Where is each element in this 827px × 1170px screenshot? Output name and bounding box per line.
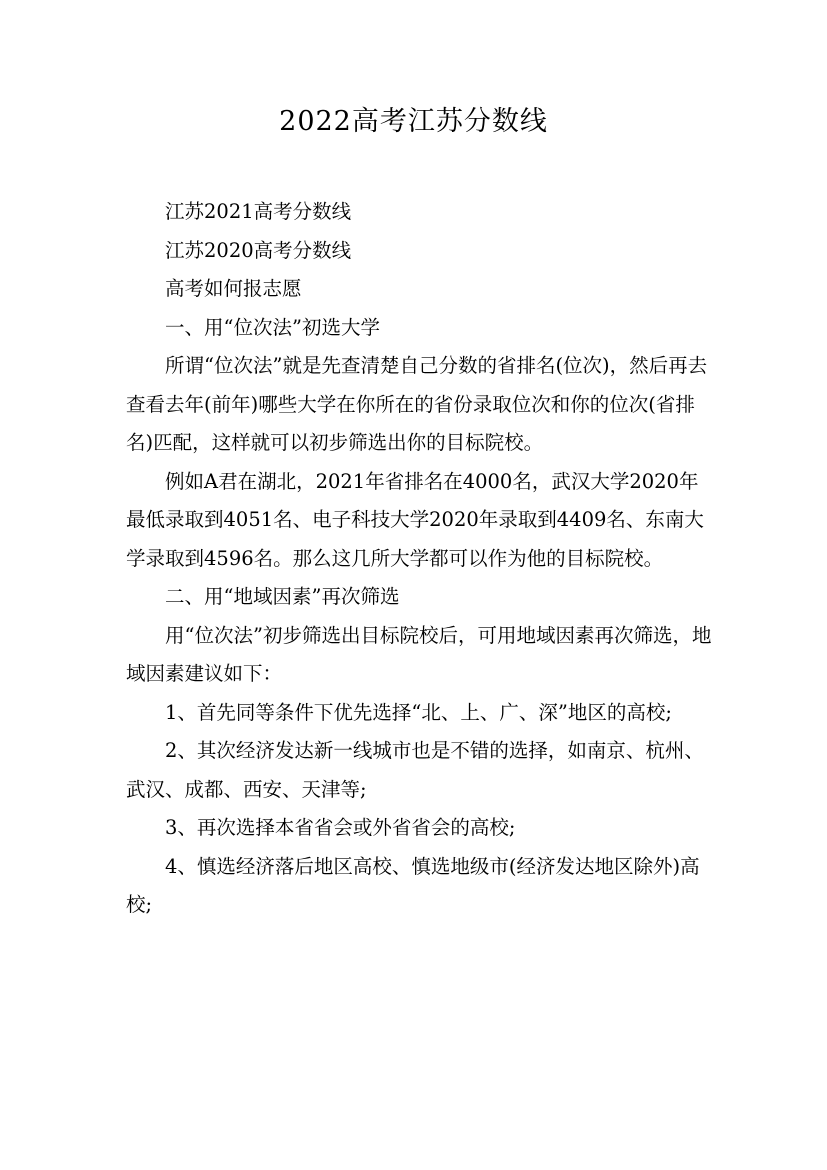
- section-heading-region-factor: 二、用“地域因素”再次筛选: [165, 585, 400, 608]
- list-item-3: 3、再次选择本省省会或外省省会的高校;: [165, 816, 516, 839]
- paragraph-heading-how-to-apply: 高考如何报志愿: [165, 277, 302, 300]
- list-item-4: 4、慎选经济落后地区高校、慎选地级市(经济发达地区除外)高校;: [126, 854, 700, 916]
- paragraph-heading-2021: 江苏2021高考分数线: [165, 200, 352, 223]
- section-heading-rank-method: 一、用“位次法”初选大学: [165, 315, 380, 339]
- list-item-1: 1、首先同等条件下优先选择“北、上、广、深”地区的高校;: [165, 700, 672, 724]
- paragraph-rank-method-explanation: 所谓“位次法”就是先查清楚自己分数的省排名(位次)，然后再去查看去年(前年)哪些大学在你所在的省份录取位次和你的位次(省排名)匹配，这样就可以初步筛选出你的目标院校。: [126, 354, 708, 454]
- document-body: [126, 193, 716, 925]
- list-item-2: 2、其次经济发达新一线城市也是不错的选择，如南京、杭州、武汉、成都、西安、天津等;: [126, 739, 704, 801]
- paragraph-region-factor-intro: 用“位次法”初步筛选出目标院校后，可用地域因素再次筛选，地域因素建议如下：: [126, 623, 712, 685]
- document-title: 2022高考江苏分数线: [279, 106, 548, 137]
- paragraph-rank-method-example: 例如A君在湖北，2021年省排名在4000名，武汉大学2020年最低录取到4051名、电子科技大学2020年录取到4409名、东南大学录取到4596名。那么这几所大学都可以作为他的目标院校。: [126, 469, 704, 570]
- paragraph-heading-2020: 江苏2020高考分数线: [165, 238, 352, 262]
